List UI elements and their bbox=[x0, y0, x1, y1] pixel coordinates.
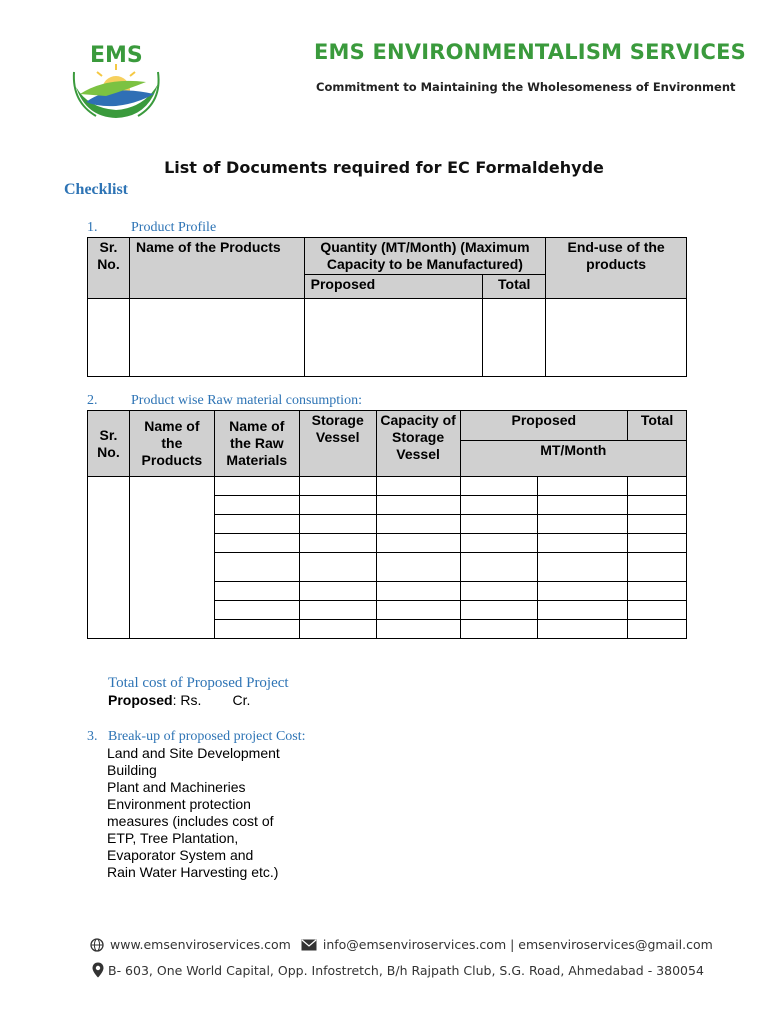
list-item: Evaporator System and bbox=[107, 847, 254, 863]
col-product-name: Name of the Products bbox=[129, 411, 214, 477]
col-storage-vessel: Storage Vessel bbox=[299, 411, 376, 477]
cost-breakup-list bbox=[107, 745, 280, 881]
company-name: EMS ENVIRONMENTALISM SERVICES bbox=[314, 40, 746, 64]
footer-address: B- 603, One World Capital, Opp. Infostretch, B/h Rajpath Club, S.G. Road, Ahmedabad - 380054 bbox=[108, 962, 704, 978]
section3-number: 3. bbox=[87, 729, 98, 744]
document-title: List of Documents required for EC Formaldehyde bbox=[164, 158, 604, 177]
col-raw-material: Name of the Raw Materials bbox=[214, 411, 299, 477]
section2-heading bbox=[87, 393, 362, 409]
section1-number: 1. bbox=[87, 220, 98, 235]
checklist-heading: Checklist bbox=[64, 181, 128, 198]
proposed-value: : Rs. Cr. bbox=[172, 692, 251, 708]
col-storage-capacity: Capacity of Storage Vessel bbox=[376, 411, 460, 477]
col-end-use: End-use of the products bbox=[546, 238, 687, 299]
section1-heading bbox=[87, 220, 216, 236]
proposed-label: Proposed bbox=[108, 692, 173, 708]
product-profile-table bbox=[87, 237, 687, 377]
footer-address-line bbox=[92, 962, 704, 978]
list-item: Environment protection bbox=[107, 796, 251, 812]
section3-heading bbox=[87, 729, 306, 745]
location-pin-icon bbox=[92, 962, 104, 978]
total-cost-line bbox=[108, 692, 250, 708]
col-quantity: Quantity (MT/Month) (Maximum Capacity to be Manufactured) bbox=[304, 238, 546, 275]
footer-contact-line bbox=[90, 937, 713, 952]
table-row bbox=[88, 477, 687, 496]
section2-number: 2. bbox=[87, 393, 98, 408]
col-total: Total bbox=[483, 275, 546, 299]
col-unit: MT/Month bbox=[460, 441, 686, 477]
list-item: Rain Water Harvesting etc.) bbox=[107, 864, 279, 880]
col-proposed: Proposed bbox=[460, 411, 628, 441]
total-cost-heading: Total cost of Proposed Project bbox=[108, 675, 289, 691]
company-tagline: Commitment to Maintaining the Wholesomeness of Environment bbox=[316, 80, 736, 94]
section3-title: Break-up of proposed project Cost: bbox=[108, 729, 306, 744]
logo-text: EMS bbox=[90, 43, 143, 68]
col-sr-no: Sr. No. bbox=[88, 411, 130, 477]
list-item: ETP, Tree Plantation, bbox=[107, 830, 239, 846]
list-item: Land and Site Development bbox=[107, 745, 280, 761]
ems-logo bbox=[66, 32, 166, 120]
col-total: Total bbox=[628, 411, 687, 441]
globe-icon bbox=[90, 938, 104, 952]
list-item: Plant and Machineries bbox=[107, 779, 246, 795]
section1-title: Product Profile bbox=[131, 220, 217, 235]
mail-icon bbox=[301, 939, 317, 951]
col-product-name: Name of the Products bbox=[129, 238, 304, 299]
list-item: measures (includes cost of bbox=[107, 813, 274, 829]
section2-title: Product wise Raw material consumption: bbox=[131, 393, 362, 408]
list-item: Building bbox=[107, 762, 157, 778]
raw-material-table bbox=[87, 410, 687, 639]
table-row bbox=[88, 299, 687, 377]
footer-website[interactable]: www.emsenviroservices.com bbox=[110, 937, 291, 952]
col-proposed: Proposed bbox=[304, 275, 483, 299]
footer-emails[interactable]: info@emsenviroservices.com | emsenviroservices@gmail.com bbox=[322, 937, 713, 952]
col-sr-no: Sr. No. bbox=[88, 238, 130, 299]
